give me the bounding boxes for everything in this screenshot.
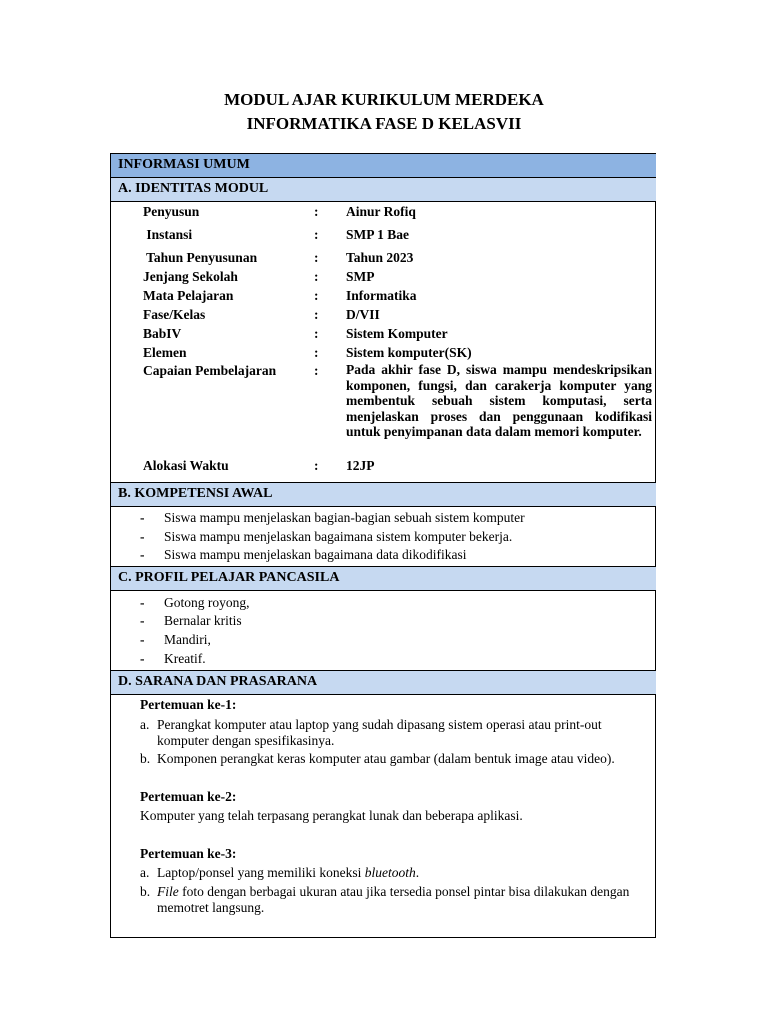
pertemuan-2-title: Pertemuan ke-2:: [140, 789, 237, 804]
document-title-line1: MODUL AJAR KURIKULUM MERDEKA: [224, 90, 544, 109]
pertemuan-3-title: Pertemuan ke-3:: [140, 846, 237, 861]
capaian-pembelajaran-text: Pada akhir fase D, siswa mampu mendeskripsikan komponen, fungsi, dan carakerja komputer yang membentuk sebuah sistem komputasi, serta menjelaskan proses dan penggunaan kodifikasi untuk penyimpanan data dalam memori komputer.: [346, 362, 652, 439]
profil-pelajar-header: C. PROFIL PELAJAR PANCASILA: [111, 566, 656, 591]
document-title-line2: INFORMATIKA FASE D KELASVII: [246, 114, 522, 133]
sarana-prasarana-header: D. SARANA DAN PRASARANA: [111, 670, 656, 695]
kompetensi-awal-header: B. KOMPETENSI AWAL: [111, 482, 656, 507]
pertemuan-2-text: Komputer yang telah terpasang perangkat lunak dan beberapa aplikasi.: [140, 808, 523, 823]
identitas-modul-header: A. IDENTITAS MODUL: [111, 177, 656, 202]
informasi-umum-header: INFORMASI UMUM: [111, 153, 656, 178]
pertemuan-1-title: Pertemuan ke-1:: [140, 697, 237, 712]
